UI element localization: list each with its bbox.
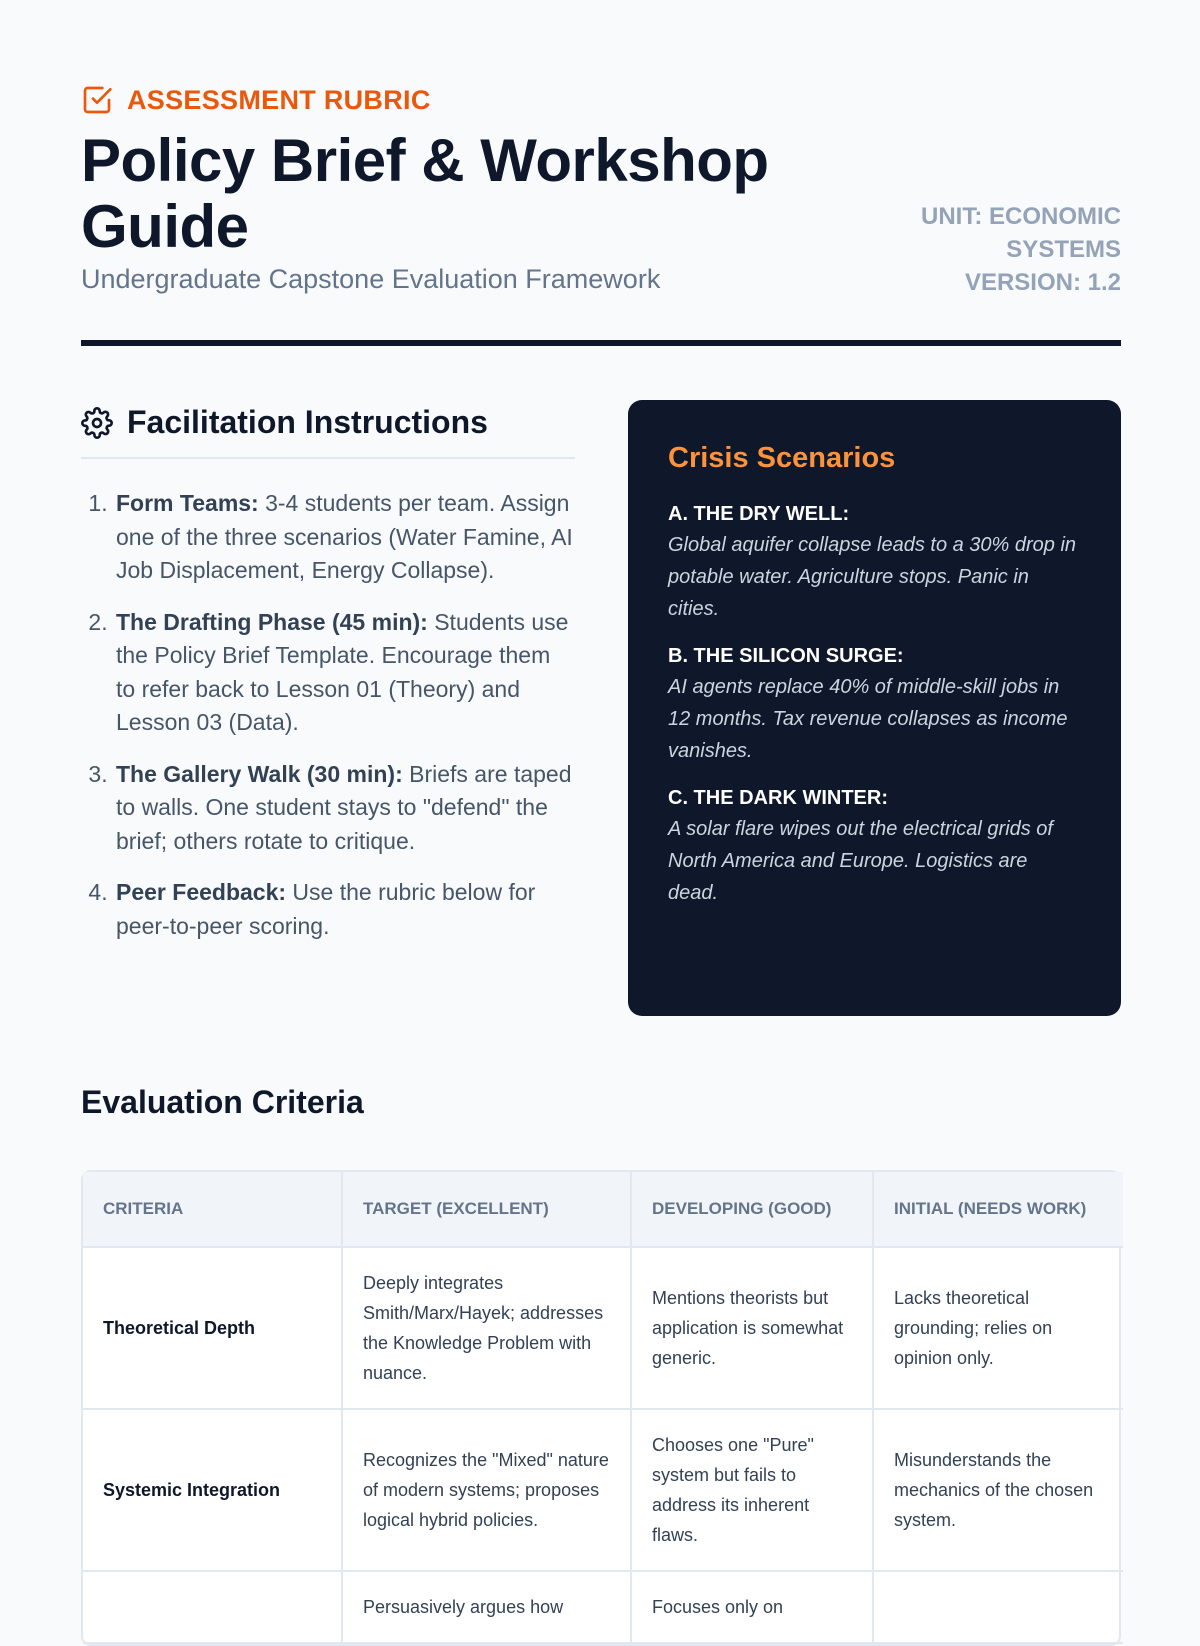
step-item (114, 758, 575, 859)
scenario-title: A. THE DRY WELL: (668, 503, 850, 525)
table-cell: Lacks theoretical grounding; relies on opinion only. (873, 1247, 1123, 1409)
eyebrow-label: ASSESSMENT RUBRIC (127, 84, 431, 115)
table-cell: Deeply integrates Smith/Marx/Hayek; addresses the Knowledge Problem with nuance. (342, 1247, 631, 1409)
scenario-title: B. THE SILICON SURGE: (668, 645, 904, 667)
table-cell: Misunderstands the mechanics of the chosen system. (873, 1409, 1123, 1571)
scenarios-heading: Crisis Scenarios (668, 442, 896, 474)
criteria-cell: Systemic Integration (83, 1409, 342, 1571)
scenario-description: Global aquifer collapse leads to a 30% drop in potable water. Agriculture stops. Panic in cities. (668, 534, 1077, 620)
table-cell: Chooses one "Pure" system but fails to address its inherent flaws. (631, 1409, 873, 1571)
table-cell (873, 1571, 1123, 1643)
table-row (83, 1409, 1123, 1571)
step-label: Form Teams: (116, 490, 259, 516)
scenario-description: AI agents replace 40% of middle-skill jobs in 12 months. Tax revenue collapses as income vanishes. (668, 676, 1068, 762)
step-label: The Gallery Walk (30 min): (116, 760, 403, 787)
column-header: TARGET (EXCELLENT) (342, 1172, 631, 1247)
step-text: Use the rubric below for peer-to-peer scoring. (116, 879, 536, 939)
steps-list (81, 487, 575, 943)
table-row (83, 1247, 1123, 1409)
gear-icon (81, 407, 113, 439)
header-divider (81, 340, 1121, 346)
scenario-description: A solar flare wipes out the electrical grids of North America and Europe. Logistics are dead. (668, 818, 1053, 904)
evaluation-heading: Evaluation Criteria (81, 1084, 364, 1120)
step-label: The Drafting Phase (45 min): (116, 608, 428, 635)
step-text: Briefs are taped to walls. One student stays to "defend" the brief; others rotate to critique. (116, 760, 572, 854)
page-subtitle: Undergraduate Capstone Evaluation Framework (81, 264, 661, 294)
version-label: VERSION: 1.2 (964, 269, 1121, 296)
table-cell: Recognizes the "Mixed" nature of modern systems; proposes logical hybrid policies. (342, 1409, 631, 1571)
table-cell: Mentions theorists but application is somewhat generic. (631, 1247, 873, 1409)
scenario-item (668, 783, 1081, 909)
facilitation-section (81, 400, 575, 961)
checkbox-icon (81, 84, 113, 116)
unit-meta (881, 200, 1121, 299)
table-cell: Persuasively argues how (342, 1571, 631, 1643)
page-title: Policy Brief & Workshop Guide (81, 127, 769, 260)
column-header: INITIAL (NEEDS WORK) (873, 1172, 1123, 1247)
rubric-page (81, 0, 1121, 1617)
page-header (81, 0, 1121, 349)
unit-label: UNIT: ECONOMIC SYSTEMS (921, 203, 1121, 263)
table-row (83, 1571, 1123, 1643)
scenario-item (668, 499, 1081, 625)
rubric-table (81, 1170, 1121, 1646)
scenario-item (668, 641, 1081, 767)
facilitation-title: Facilitation Instructions (127, 404, 488, 440)
criteria-cell: Theoretical Depth (83, 1247, 342, 1409)
table-cell: Focuses only on (631, 1571, 873, 1643)
step-text: 3-4 students per team. Assign one of the three scenarios (Water Famine, AI Job Displacement, Energy Collapse). (116, 490, 573, 583)
scenario-title: C. THE DARK WINTER: (668, 787, 888, 809)
column-header: CRITERIA (83, 1172, 342, 1247)
eyebrow (81, 84, 431, 116)
facilitation-heading (81, 404, 575, 459)
content-columns (81, 400, 1121, 1016)
step-item (114, 876, 575, 943)
column-header: DEVELOPING (GOOD) (631, 1172, 873, 1247)
step-label: Peer Feedback: (116, 879, 287, 905)
step-item (114, 606, 575, 740)
step-text: Students use the Policy Brief Template. Encourage them to refer back to Lesson 01 (Theory) and Lesson 03 (Data). (116, 608, 569, 735)
step-item (114, 487, 575, 588)
criteria-cell (83, 1571, 342, 1643)
scenarios-card (628, 400, 1121, 1016)
table-header-row (83, 1172, 1123, 1247)
